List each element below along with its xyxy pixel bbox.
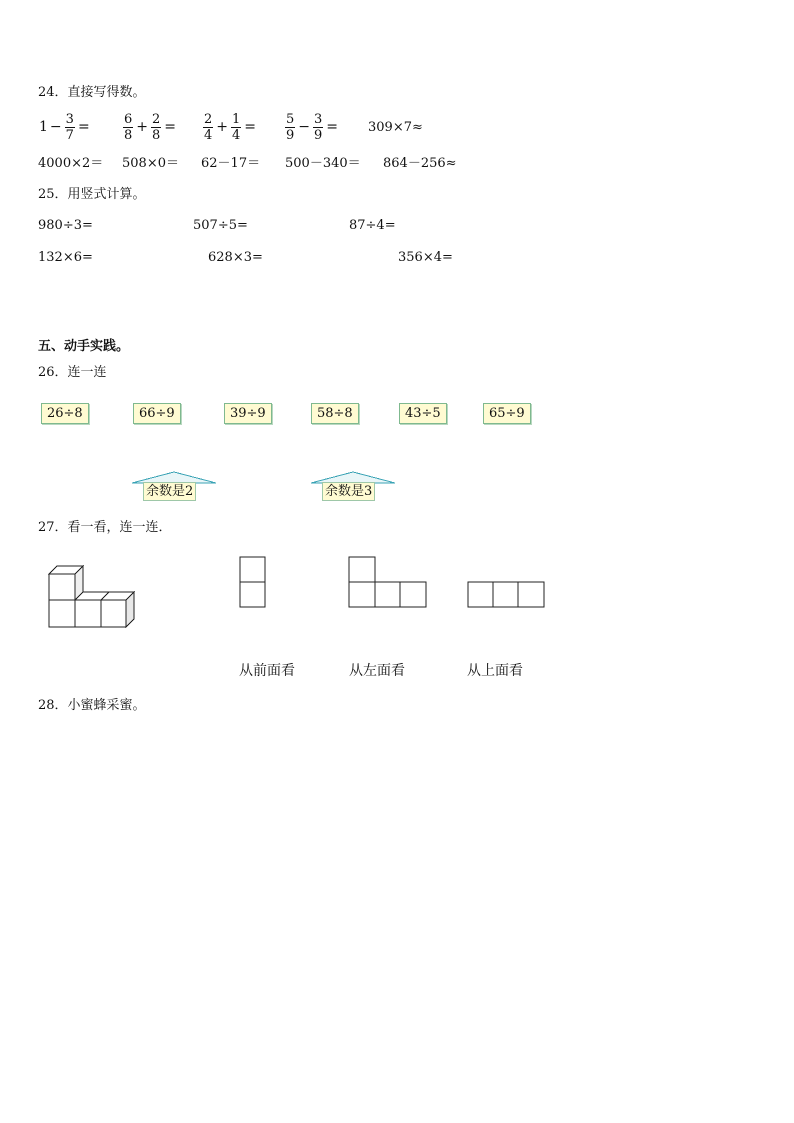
division-card[interactable]: 66÷9 [133,403,181,424]
fraction: $\frac{2}{4}$ [204,111,213,143]
view-label-top[interactable]: 从上面看 [467,663,523,679]
fraction: $\frac{5}{9}$ [286,111,295,143]
q24-row2-item: 62－17＝ [201,156,261,171]
q25-item: 87÷4= [349,218,396,233]
q24-row2-item: 4000×2＝ [38,156,104,171]
q24-row2-item: 500－340＝ [285,156,361,171]
division-card[interactable]: 26÷8 [41,403,89,424]
q25-title: 25．用竖式计算。 [38,187,146,202]
view-label-left[interactable]: 从左面看 [349,663,405,679]
q25-item: 628×3= [208,250,263,265]
q28-title: 28．小蜜蜂采蜜。 [38,698,146,713]
q25-item: 356×4= [398,250,453,265]
fraction: $\frac{2}{8}$ [152,111,161,143]
house-label: 余数是2 [143,482,196,501]
fraction: $\frac{3}{7}$ [65,111,74,143]
q25-item: 132×6= [38,250,93,265]
q25-item: 980÷3= [38,218,93,233]
remainder-house-2[interactable] [131,470,217,500]
q24-expr-4 [283,106,339,148]
equals-sign: = [77,119,90,135]
q24-row2-item: 508×0＝ [122,156,179,171]
q24-title: 24．直接写得数。 [38,85,146,100]
view-label-front[interactable]: 从前面看 [239,663,295,679]
view-figure-l-shape [347,556,429,610]
q24-expr-2 [121,106,177,148]
operator: + [216,119,229,135]
cube-stack-figure [45,562,140,632]
remainder-house-3[interactable] [310,470,396,500]
operator: − [298,119,311,135]
q25-item: 507÷5= [193,218,248,233]
operator: − [49,119,62,135]
fraction: $\frac{6}{8}$ [124,111,133,143]
operator: + [136,119,149,135]
division-card[interactable]: 58÷8 [311,403,359,424]
fraction: $\frac{3}{9}$ [314,111,323,143]
whole-number: 1 [39,119,48,135]
division-card[interactable]: 39÷9 [224,403,272,424]
q27-title: 27．看一看，连一连． [38,520,172,535]
house-label: 余数是3 [322,482,375,501]
q24-expr-5: 309×7≈ [368,120,423,135]
q26-title: 26．连一连 [38,365,107,380]
equals-sign: = [164,119,177,135]
equals-sign: = [326,119,339,135]
equals-sign: = [244,119,257,135]
view-figure-row [466,580,548,610]
section-5-heading: 五、动手实践。 [38,339,130,354]
division-card[interactable]: 43÷5 [399,403,447,424]
division-card[interactable]: 65÷9 [483,403,531,424]
q24-expr-3 [201,106,257,148]
q24-row2-item: 864－256≈ [383,156,457,171]
view-figure-vertical [238,556,268,610]
fraction: $\frac{1}{4}$ [232,111,241,143]
q24-expr-1 [38,106,91,148]
